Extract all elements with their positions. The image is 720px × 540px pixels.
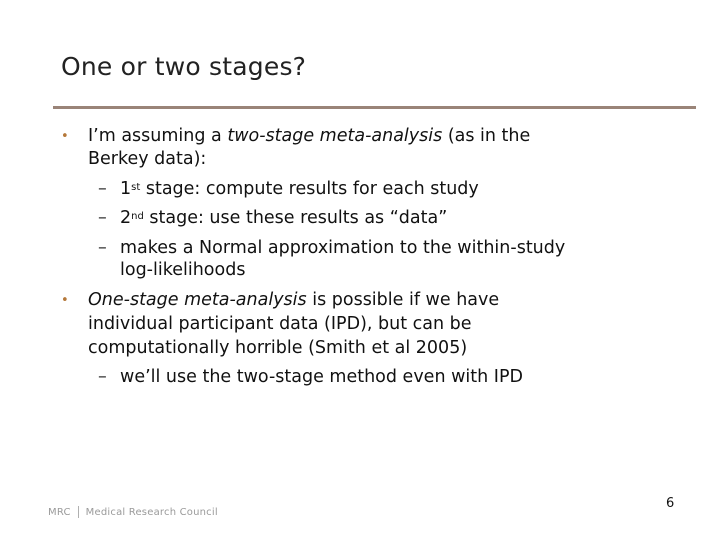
subpoint-2nd-stage: 2nd stage: use these results as “data”: [120, 208, 448, 228]
title-divider: [53, 106, 696, 109]
logo-separator: [78, 506, 79, 518]
bullet-marker: •: [61, 129, 69, 144]
logo-abbrev: MRC: [48, 507, 71, 518]
subpoint-normal-approx-line-2: log-likelihoods: [120, 260, 246, 280]
bullet-1-line-2: Berkey data):: [88, 149, 207, 169]
bullet-marker: •: [61, 293, 69, 308]
dash-marker: –: [98, 179, 107, 199]
term-two-stage: two-stage meta-analysis: [227, 126, 443, 146]
dash-marker: –: [98, 238, 107, 258]
logo-name: Medical Research Council: [85, 507, 218, 518]
bullet-2-line-1: One-stage meta-analysis is possible if we have: [88, 290, 500, 310]
bullet-2-line-2: individual participant data (IPD), but can be: [88, 314, 472, 334]
dash-marker: –: [98, 208, 107, 228]
page-number: 6: [666, 496, 675, 511]
slide-title: One or two stages?: [61, 52, 307, 81]
subpoint-normal-approx-line-1: makes a Normal approximation to the within-study: [120, 238, 566, 258]
mrc-logo: [48, 506, 218, 518]
subpoint-1st-stage: 1st stage: compute results for each study: [120, 179, 479, 199]
bullet-2-line-3: computationally horrible (Smith et al 2005): [88, 338, 468, 358]
bullet-1-line-1: I’m assuming a two-stage meta-analysis (as in the: [88, 126, 531, 146]
subpoint-two-stage-ipd: we’ll use the two-stage method even with IPD: [120, 367, 523, 387]
dash-marker: –: [98, 367, 107, 387]
term-one-stage: One-stage meta-analysis: [88, 290, 307, 310]
